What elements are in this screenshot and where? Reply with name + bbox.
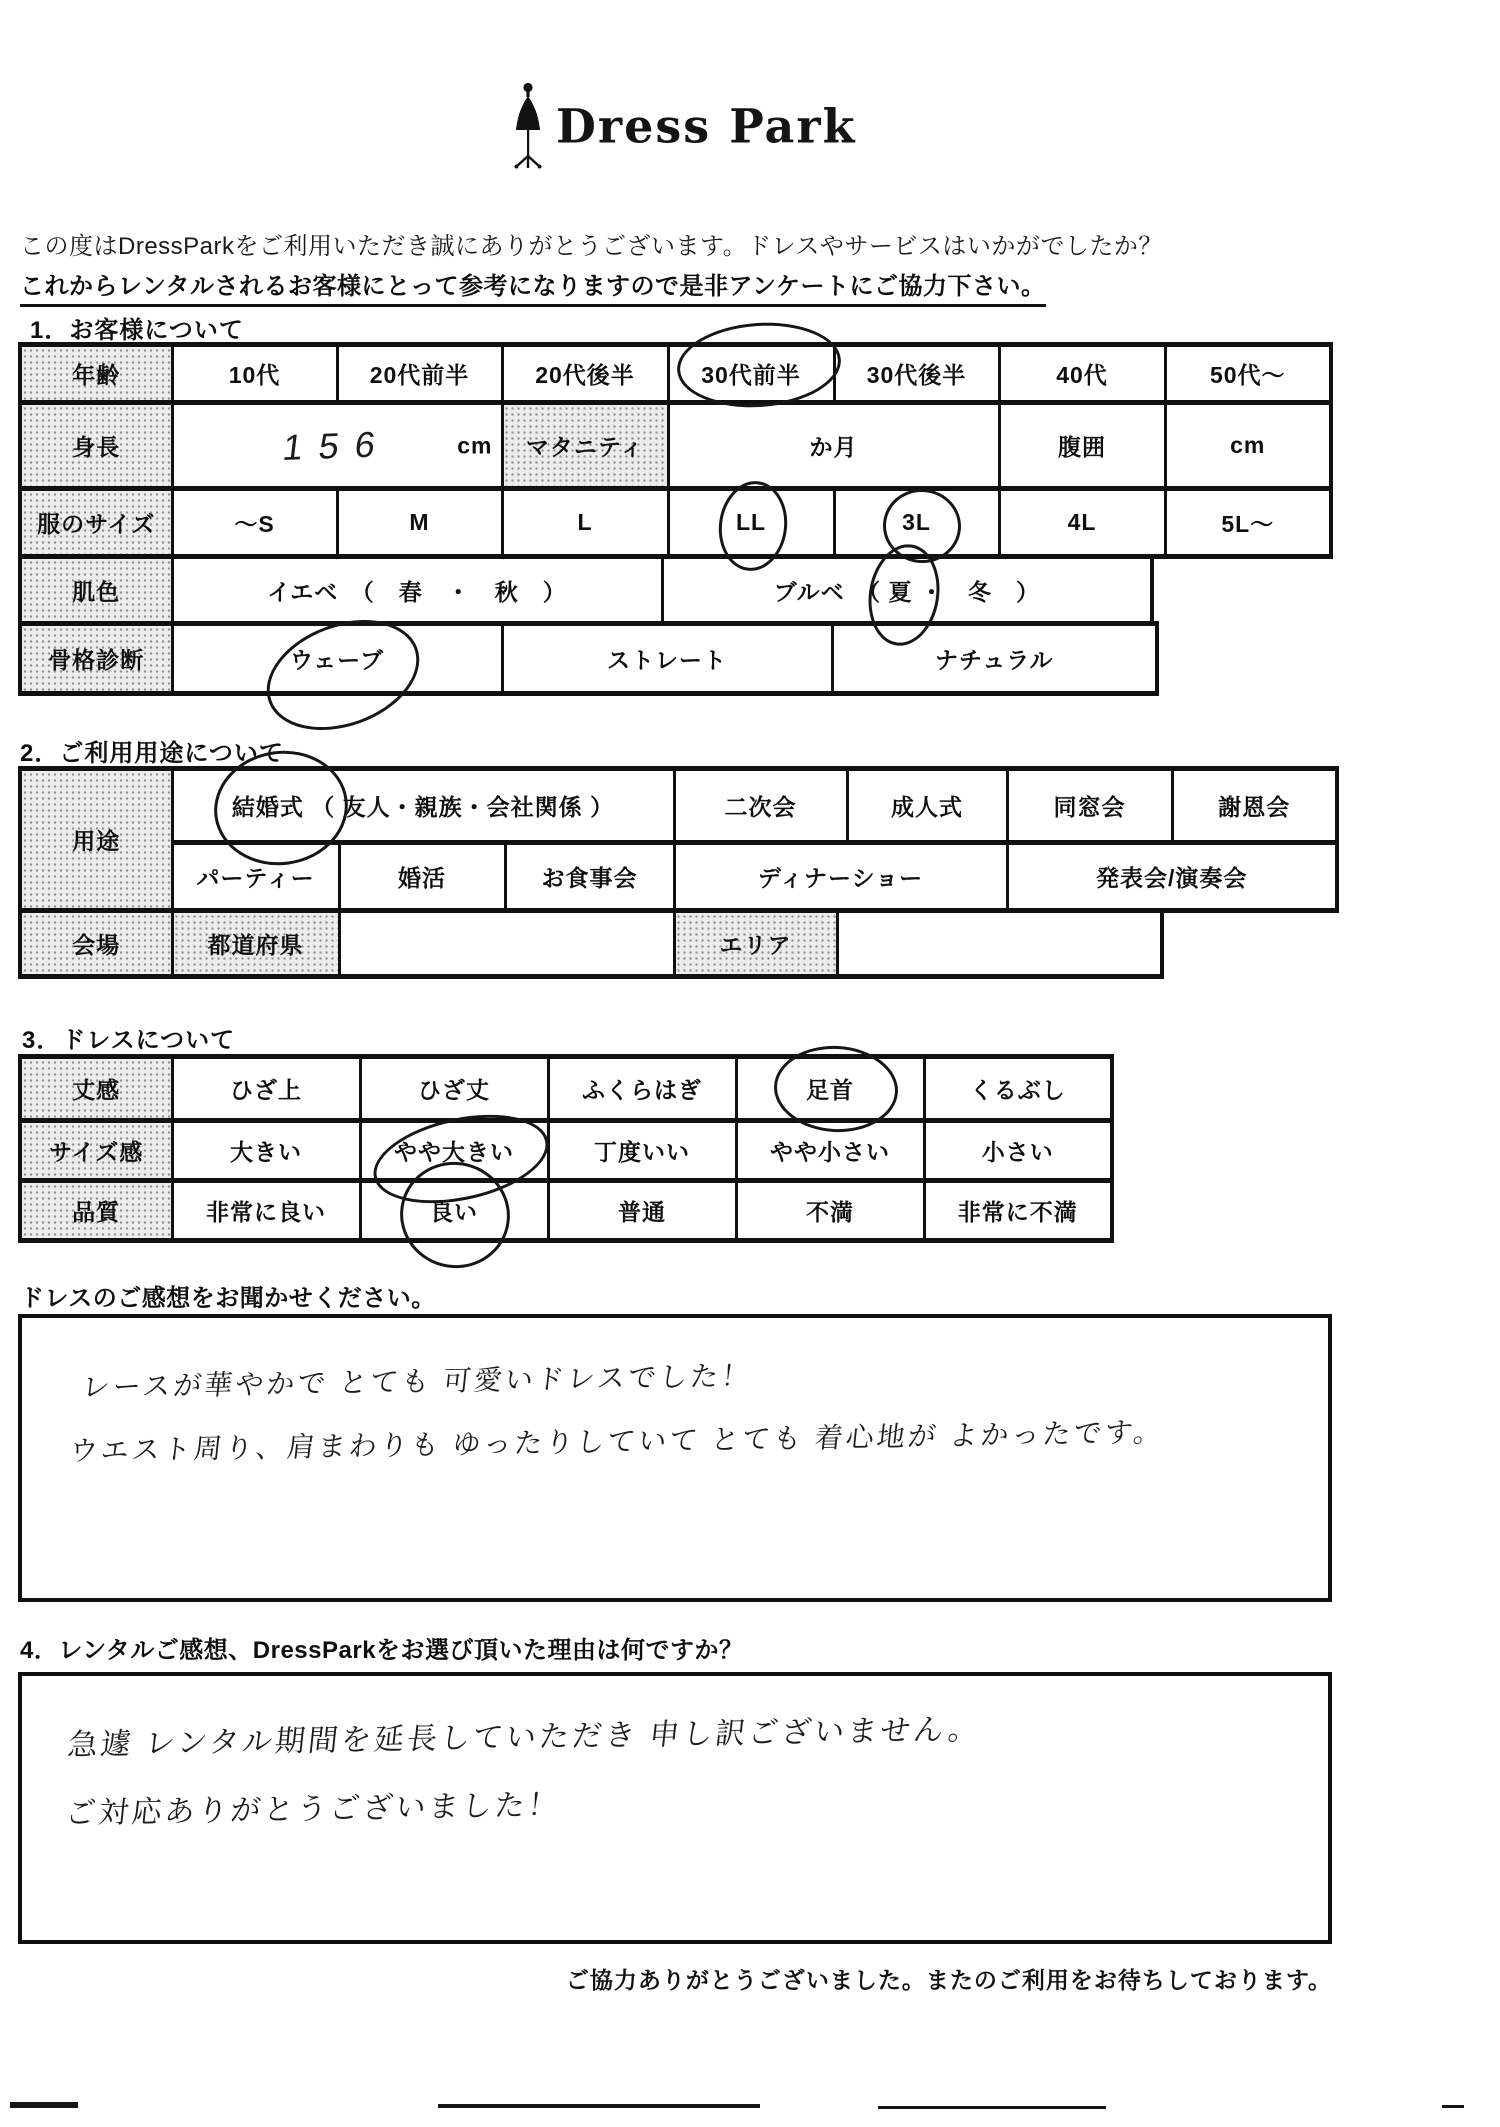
skin-row [20, 557, 1152, 624]
skeleton-label-cell: 骨格診断 [20, 624, 172, 694]
customer-table-main [18, 342, 1333, 559]
purpose-option-cell: 婚活 [339, 843, 505, 911]
area-label-cell: エリア [674, 911, 837, 977]
skin-label-cell: 肌色 [20, 557, 172, 624]
length-option-cell: ひざ丈 [360, 1057, 548, 1121]
usage-table [18, 766, 1339, 979]
age-option-cell: 40代 [999, 345, 1165, 403]
age-option-cell: 20代前半 [337, 345, 502, 403]
selection-circle: 夏 [889, 574, 913, 607]
fit-option-cell-selected [360, 1121, 548, 1181]
age-option-cell-selected [668, 345, 834, 403]
dress-table-main [18, 1054, 1114, 1243]
size-option-cell-selected [834, 489, 999, 557]
purpose-option-cell: 謝恩会 [1172, 769, 1337, 843]
size-option-cell: 4L [999, 489, 1165, 557]
handwritten-feedback-line2: ウエスト周り、肩まわりも ゆったりしていて とても 着心地が よかったです。 [68, 1416, 1167, 1467]
section1-title: 1．お客様について [30, 317, 244, 344]
size-option-cell: L [502, 489, 668, 557]
size-option-cell: 5L～ [1165, 489, 1331, 557]
skin-blue-suffix: ・ 冬 ） [919, 578, 1040, 605]
age-option-cell: 30代後半 [834, 345, 999, 403]
customer-table-skeleton [18, 621, 1159, 696]
size-option-cell: ～S [172, 489, 337, 557]
size-option-cell: M [337, 489, 502, 557]
prefecture-label-cell: 都道府県 [172, 911, 339, 977]
quality-row [20, 1181, 1112, 1241]
fit-option-cell: やや小さい [736, 1121, 924, 1181]
purpose-option-cell: 二次会 [674, 769, 847, 843]
size-option-cell-selected [668, 489, 834, 557]
fit-row [20, 1121, 1112, 1181]
selection-circle: 足首 [806, 1072, 854, 1105]
months-cell: か月 [668, 403, 999, 489]
selection-circle: 30代前半 [701, 357, 801, 390]
age-option-cell: 10代 [172, 345, 337, 403]
purpose-wedding-cell [172, 769, 674, 843]
venue-row [20, 911, 1162, 977]
age-row [20, 345, 1331, 403]
fit-option-cell: 小さい [924, 1121, 1112, 1181]
age-option-cell: 20代後半 [502, 345, 668, 403]
intro-line-2: これからレンタルされるお客様にとって参考になりますので是非アンケートにご協力下さい。 [20, 266, 1046, 307]
handwritten-reason-line1: 急遽 レンタル期間を延長していただき 申し訳ございません。 [65, 1713, 983, 1763]
height-unit: cm [457, 432, 493, 458]
skin-blue-cell [662, 557, 1152, 624]
scan-artifact-line [878, 2106, 1106, 2109]
fit-label-cell: サイズ感 [20, 1121, 172, 1181]
purpose-option-cell: 成人式 [847, 769, 1007, 843]
age-label-cell: 年齢 [20, 345, 172, 403]
purpose-option-cell: 発表会/演奏会 [1007, 843, 1337, 911]
purpose-option-cell: 同窓会 [1007, 769, 1172, 843]
waist-label-cell: 腹囲 [999, 403, 1165, 489]
intro-line-1: この度はDressParkをご利用いただき誠にありがとうございます。ドレスやサービスはいかがでしたか？ [20, 233, 1163, 260]
fit-option-cell: 丁度いい [548, 1121, 736, 1181]
selection-circle: 結婚式 [232, 789, 304, 822]
section4-title: 4．レンタルご感想、DressParkをお選び頂いた理由は何ですか？ [20, 1637, 744, 1664]
length-option-cell-selected [736, 1057, 924, 1121]
selection-circle: ウェーブ [290, 642, 384, 675]
length-option-cell: くるぶし [924, 1057, 1112, 1121]
section2-title: 2．ご利用用途について [20, 740, 284, 767]
skeleton-option-cell: ストレート [502, 624, 832, 694]
handwritten-feedback-line1: レースが華やかで とても 可愛いドレスでした！ [80, 1360, 754, 1403]
quality-option-cell: 非常に不満 [924, 1181, 1112, 1241]
size-row [20, 489, 1331, 557]
age-option-cell: 50代～ [1165, 345, 1331, 403]
wedding-note: （ 友人・親族・会社関係 ） [311, 794, 615, 820]
feedback-prompt: ドレスのご感想をお聞かせください。 [20, 1285, 436, 1312]
usage-table-main [18, 766, 1339, 913]
feedback-box [18, 1314, 1332, 1602]
scan-artifact-line [438, 2104, 760, 2108]
venue-table [18, 908, 1164, 979]
section3-title: 3．ドレスについて [22, 1027, 236, 1054]
customer-table-skin [18, 554, 1154, 626]
area-input-cell [837, 911, 1162, 977]
handwritten-reason-line2: ご対応ありがとうございました！ [63, 1788, 563, 1831]
scan-artifact-line [10, 2102, 78, 2108]
brand-name: Dress Park [556, 98, 857, 154]
quality-option-cell-selected [360, 1181, 548, 1241]
selection-circle: LL [735, 509, 767, 535]
height-row [20, 403, 1331, 489]
skin-blue-prefix: ブルベ （ [773, 578, 882, 605]
purpose-row-2 [20, 843, 1337, 911]
height-label-cell: 身長 [20, 403, 172, 489]
purpose-row-1 [20, 769, 1337, 843]
skin-yellow-cell: イエベ （ 春 ・ 秋 ） [172, 557, 662, 624]
footer-thanks: ご協力ありがとうございました。またのご利用をお待ちしております。 [565, 1967, 1332, 1993]
prefecture-input-cell [339, 911, 674, 977]
length-option-cell: ふくらはぎ [548, 1057, 736, 1121]
quality-label-cell: 品質 [20, 1181, 172, 1241]
skeleton-row [20, 624, 1157, 694]
dress-form-icon [510, 82, 546, 170]
reason-box [18, 1672, 1332, 1944]
dress-table [18, 1054, 1114, 1243]
selection-circle: 良い [430, 1194, 478, 1227]
height-value-cell [172, 403, 502, 489]
quality-option-cell: 普通 [548, 1181, 736, 1241]
purpose-option-cell: ディナーショー [674, 843, 1007, 911]
selection-circle: やや大きい [394, 1134, 514, 1167]
logo [510, 82, 856, 170]
skeleton-option-cell-selected [172, 624, 502, 694]
waist-unit-cell: cm [1165, 403, 1331, 489]
selection-circle: 3L [902, 509, 931, 535]
length-label-cell: 丈感 [20, 1057, 172, 1121]
maternity-cell: マタニティ [502, 403, 668, 489]
venue-label-cell: 会場 [20, 911, 172, 977]
scan-artifact-line [1442, 2105, 1464, 2108]
fit-option-cell: 大きい [172, 1121, 360, 1181]
size-label-cell: 服のサイズ [20, 489, 172, 557]
purpose-option-cell: お食事会 [505, 843, 674, 911]
quality-option-cell: 非常に良い [172, 1181, 360, 1241]
quality-option-cell: 不満 [736, 1181, 924, 1241]
customer-table [18, 342, 1333, 696]
length-row [20, 1057, 1112, 1121]
skeleton-option-cell: ナチュラル [832, 624, 1157, 694]
purpose-label-cell: 用途 [20, 769, 172, 911]
handwritten-height: 156 [280, 422, 394, 468]
purpose-option-cell: パーティー [172, 843, 339, 911]
length-option-cell: ひざ上 [172, 1057, 360, 1121]
